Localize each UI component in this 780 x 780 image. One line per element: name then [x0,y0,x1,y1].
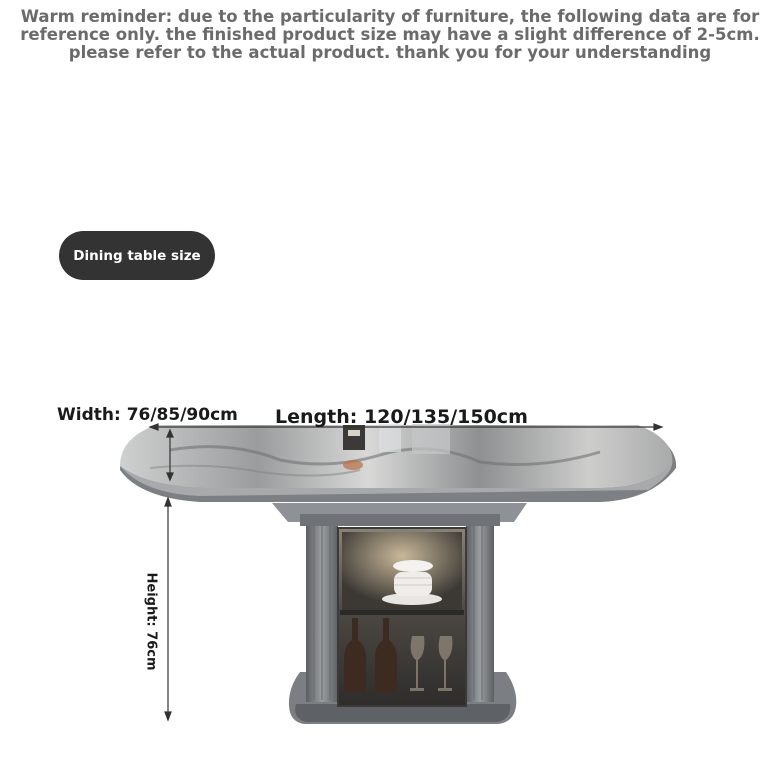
reminder-line-1: Warm reminder: due to the particularity of furniture, the following data are for [20,7,760,26]
decor-box [343,425,365,450]
length-label: Length: 120/135/150cm [275,406,528,428]
right-pillar [466,524,494,702]
height-dimension-line [165,498,171,720]
width-label: Width: 76/85/90cm [57,405,238,425]
reminder-line-3: please refer to the actual product. thank you for your understanding [68,43,712,62]
height-label: Height: 76cm [143,572,159,671]
cabinet-shelf [340,610,464,615]
badge-label: Dining table size [73,247,201,264]
reminder-line-2: reference only. the finished product size may have a slight difference of 2-5cm. [20,25,760,44]
